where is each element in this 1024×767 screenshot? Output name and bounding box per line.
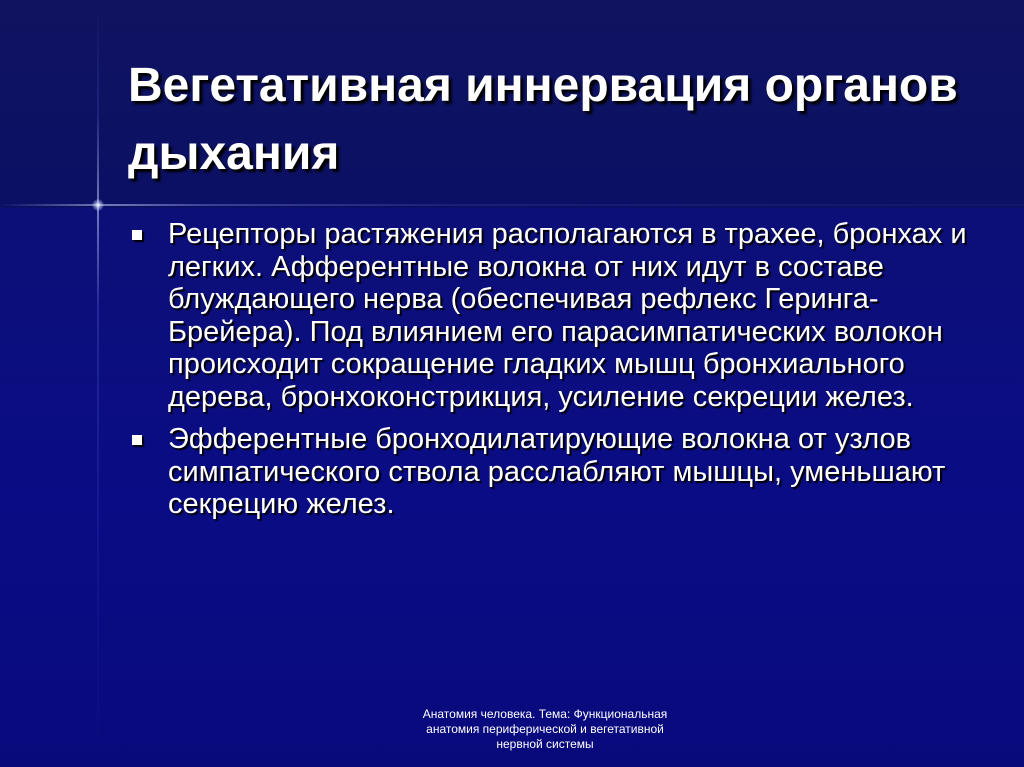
bullet-item xyxy=(128,218,978,413)
sparkle-star-icon xyxy=(92,199,104,211)
bullet-item xyxy=(128,423,978,521)
slide-footer: Анатомия человека. Тема: Функциональная анатомия периферической и вегетативной нервной системы xyxy=(422,707,668,751)
sparkle-horizontal-line xyxy=(0,204,1024,206)
square-bullet-icon xyxy=(132,230,142,240)
sparkle-vertical-line xyxy=(97,0,99,767)
square-bullet-icon xyxy=(132,435,142,445)
bullet-list xyxy=(128,218,978,531)
bullet-text: Рецепторы растяжения располагаются в трахее, бронхах и легких. Афферентные волокна от них идут в составе блуждающего нерва (обеспечивая рефлекс Геринга-Брейера). Под влиянием его парасимпатических волокон происходит сокращение гладких мышц бронхиального дерева, бронхоконстрикция, усиление секреции желез. xyxy=(168,218,967,413)
slide-title: Вегетативная иннервация органов дыхания xyxy=(128,59,958,180)
bullet-text: Эфферентные бронходилатирующие волокна от узлов симпатического ствола расслабляют мышцы, уменьшают секрецию желез. xyxy=(168,423,946,520)
